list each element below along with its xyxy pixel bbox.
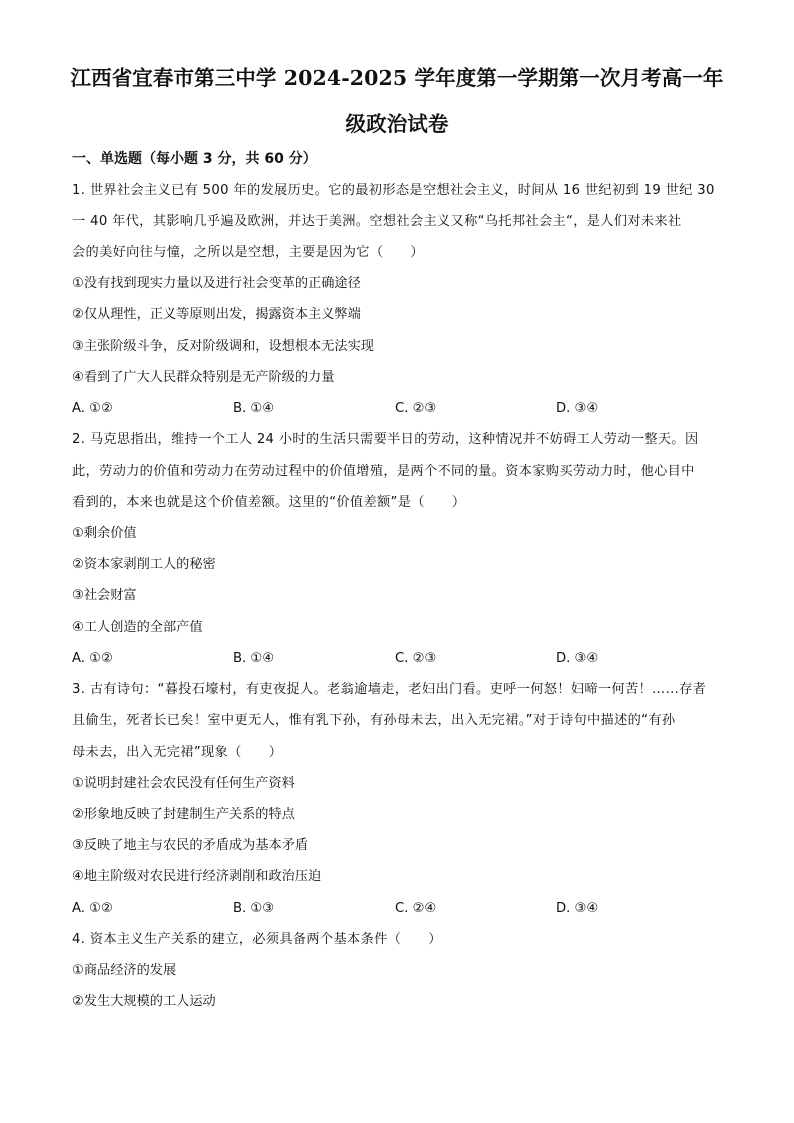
question-4-item-1: ①商品经济的发展 xyxy=(72,963,177,978)
question-2-item-4: ④工人创造的全部产值 xyxy=(72,620,203,635)
question-1-item-4: ④看到了广大人民群众特别是无产阶级的力量 xyxy=(72,370,335,385)
question-2-item-3: ③社会财富 xyxy=(72,588,137,603)
question-2-option-c: C. ②③ xyxy=(395,651,437,666)
question-3-line-2: 且偷生，死者长已矣！室中更无人，惟有乳下孙，有孙母未去，出入无完裙。”对于诗句中描述的“有孙 xyxy=(72,713,676,728)
question-2-item-2: ②资本家剥削工人的秘密 xyxy=(72,557,216,572)
question-1-option-d: D. ③④ xyxy=(556,401,599,416)
question-2-option-b: B. ①④ xyxy=(233,651,275,666)
question-3-item-2: ②形象地反映了封建制生产关系的特点 xyxy=(72,807,295,822)
question-3-line-3: 母未去，出入无完裙”现象（ ） xyxy=(72,745,283,760)
question-2-option-a: A. ①② xyxy=(72,651,113,666)
question-2-option-d: D. ③④ xyxy=(556,651,599,666)
question-3-option-b: B. ①③ xyxy=(233,901,275,916)
question-2-line-2: 此，劳动力的价值和劳动力在劳动过程中的价值增殖，是两个不同的量。资本家购买劳动力时，他心目中 xyxy=(72,464,695,479)
question-2-line-3: 看到的，本来也就是这个价值差额。这里的“价值差额”是（ ） xyxy=(72,495,466,510)
question-1-option-c: C. ②③ xyxy=(395,401,437,416)
question-1-item-3: ③主张阶级斗争，反对阶级调和，设想根本无法实现 xyxy=(72,339,374,354)
question-1-line-1: 1. 世界社会主义已有 500 年的发展历史。它的最初形态是空想社会主义，时间从 16 世纪初到 19 世纪 30 xyxy=(72,183,715,198)
question-4-item-2: ②发生大规模的工人运动 xyxy=(72,994,216,1009)
question-1-line-3: 会的美好向往与憧，之所以是空想，主要是因为它（ ） xyxy=(72,245,424,260)
question-1-item-1: ①没有找到现实力量以及进行社会变革的正确途径 xyxy=(72,276,361,291)
exam-title-line-2: 级政治试卷 xyxy=(345,112,449,136)
question-1-item-2: ②仅从理性，正义等原则出发，揭露资本主义弊端 xyxy=(72,307,361,322)
question-1-line-2: 一 40 年代，其影响几乎遍及欧洲，并达于美洲。空想社会主义又称“乌托邦社会主“，是人们对未来社 xyxy=(72,214,682,229)
question-1-option-b: B. ①④ xyxy=(233,401,275,416)
question-1-option-a: A. ①② xyxy=(72,401,113,416)
question-3-item-1: ①说明封建社会农民没有任何生产资料 xyxy=(72,776,295,791)
question-3-option-a: A. ①② xyxy=(72,901,113,916)
question-3-item-4: ④地主阶级对农民进行经济剥削和政治压迫 xyxy=(72,869,322,884)
question-3-option-c: C. ②④ xyxy=(395,901,437,916)
question-2-line-1: 2. 马克思指出，维持一个工人 24 小时的生活只需要半日的劳动，这种情况并不妨碍工人劳动一整天。因 xyxy=(72,432,699,447)
question-3-option-d: D. ③④ xyxy=(556,901,599,916)
section-heading: 一、单选题（每小题 3 分，共 60 分） xyxy=(72,151,317,167)
exam-title-line-1: 江西省宜春市第三中学 2024-2025 学年度第一学期第一次月考高一年 xyxy=(70,66,724,90)
question-4-line-1: 4. 资本主义生产关系的建立，必须具备两个基本条件（ ） xyxy=(72,932,442,947)
question-3-line-1: 3. 古有诗句：“暮投石壕村，有吏夜捉人。老翁逾墙走，老妇出门看。吏呼一何怒！妇啼一何苦！……存者 xyxy=(72,682,707,697)
question-3-item-3: ③反映了地主与农民的矛盾成为基本矛盾 xyxy=(72,838,309,853)
question-2-item-1: ①剩余价值 xyxy=(72,526,137,541)
